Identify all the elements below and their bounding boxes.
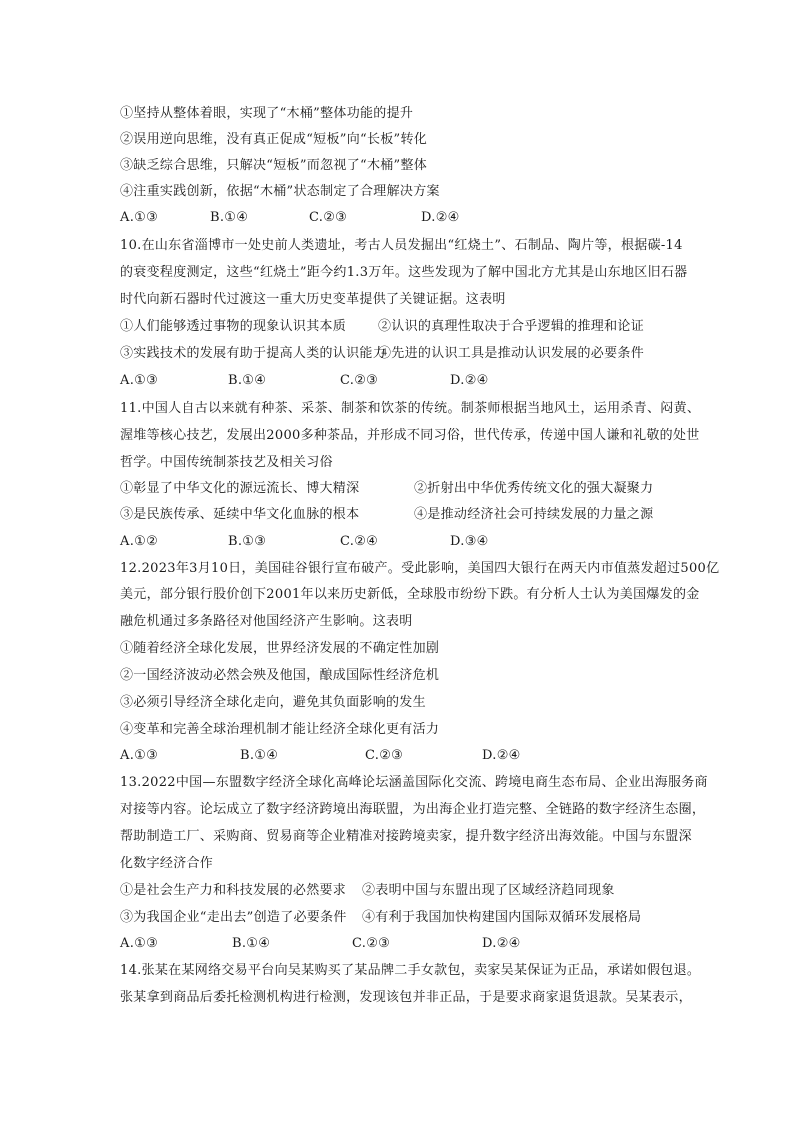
question-13-stem-line: 对接等内容。论坛成立了数字经济跨境出海联盟，为出海企业打造完整、全链路的数字经济生态圈， [120, 802, 706, 817]
statement-3: ③实践技术的发展有助于提高人类的认识能力 [120, 346, 387, 361]
statement-4: ④先进的认识工具是推动认识发展的必要条件 [378, 346, 645, 361]
statement-4: ④注重实践创新，依据“木桶”状态制定了合理解决方案 [120, 184, 440, 199]
statement-1: ①是社会生产力和科技发展的必然要求 [120, 883, 347, 898]
statement-1: ①人们能够透过事物的现象认识其本质 [120, 319, 347, 334]
statement-3: ③为我国企业“走出去”创造了必要条件 [120, 910, 347, 925]
statement-4: ④是推动经济社会可持续发展的力量之源 [414, 507, 654, 522]
statement-2: ②折射出中华优秀传统文化的强大凝聚力 [414, 481, 654, 496]
option-d: D.②④ [421, 210, 460, 225]
statement-2: ②表明中国与东盟出现了区域经济趋同现象 [362, 883, 615, 898]
question-10-stem-line: 时代向新石器时代过渡这一重大历史变革提供了关键证据。这表明 [120, 292, 506, 307]
question-14-stem-line: 14.张某在某网络交易平台向吴某购买了某品牌二手女款包，卖家吴某保证为正品，承诺如假包退。 [120, 963, 701, 978]
question-12-stem-line: 12.2023年3月10日，美国硅谷银行宣布破产。受此影响，美国四大银行在两天内市值蒸发超过500亿 [120, 561, 720, 576]
question-13-stem-line: 化数字经济合作 [120, 856, 214, 871]
statement-3: ③必须引导经济全球化走向，避免其负面影响的发生 [120, 695, 426, 710]
option-d: D.②④ [450, 373, 489, 388]
option-c: C.②③ [352, 936, 391, 951]
question-11-stem-line: 渥堆等核心技艺，发展出2000多种茶品，并形成不同习俗，世代传承，传递中国人谦和礼敬的处世 [120, 428, 700, 443]
option-a: A.①③ [120, 210, 159, 225]
question-12-stem-line: 融危机通过多条路径对他国经济产生影响。这表明 [120, 614, 413, 629]
question-11-stem-line: 11.中国人自古以来就有种茶、采茶、制茶和饮茶的传统。制茶师根据当地风土，运用杀青、闷黄、 [120, 401, 701, 416]
option-b: B.①④ [228, 373, 267, 388]
option-c: C.②④ [340, 534, 379, 549]
statement-2: ②误用逆向思维，没有真正促成“短板”向“长板”转化 [120, 132, 428, 147]
option-b: B.①③ [228, 534, 267, 549]
question-10-stem-line: 10.在山东省淄博市一处史前人类遗址，考古人员发掘出“红烧土”、石制品、陶片等，根据碳-14 [120, 238, 683, 253]
statement-4: ④有利于我国加快构建国内国际双循环发展格局 [362, 910, 642, 925]
statement-2: ②一国经济波动必然会殃及他国，酿成国际性经济危机 [120, 668, 440, 683]
statement-1: ①随着经济全球化发展，世界经济发展的不确定性加剧 [120, 641, 440, 656]
option-c: C.②③ [309, 210, 348, 225]
option-a: A.①③ [120, 936, 159, 951]
statement-2: ②认识的真理性取决于合乎逻辑的推理和论证 [378, 319, 645, 334]
option-d: D.②④ [482, 748, 521, 763]
statement-1: ①坚持从整体着眼，实现了“木桶”整体功能的提升 [120, 106, 414, 121]
option-d: D.②④ [482, 936, 521, 951]
question-13-stem-line: 帮助制造工厂、采购商、贸易商等企业精准对接跨境卖家，提升数字经济出海效能。中国与东盟深 [120, 829, 692, 844]
option-b: B.①④ [240, 748, 279, 763]
question-14-stem-line: 张某拿到商品后委托检测机构进行检测，发现该包并非正品，于是要求商家退货退款。吴某表示， [120, 990, 692, 1005]
option-d: D.③④ [450, 534, 489, 549]
question-13-stem-line: 13.2022中国—东盟数字经济全球化高峰论坛涵盖国际化交流、跨境电商生态布局、企业出海服务商 [120, 775, 708, 790]
option-b: B.①④ [210, 210, 249, 225]
question-10-stem-line: 的衰变程度测定，这些“红烧土”距今约1.3万年。这些发现为了解中国北方尤其是山东地区旧石器 [120, 265, 688, 280]
option-a: A.①② [120, 534, 159, 549]
statement-3: ③是民族传承、延续中华文化血脉的根本 [120, 507, 360, 522]
statement-3: ③缺乏综合思维，只解决“短板”而忽视了“木桶”整体 [120, 158, 428, 173]
option-a: A.①③ [120, 373, 159, 388]
question-12-stem-line: 美元，部分银行股价创下2001年以来历史新低，全球股市纷纷下跌。有分析人士认为美国爆发的金 [120, 587, 700, 602]
question-11-stem-line: 哲学。中国传统制茶技艺及相关习俗 [120, 455, 333, 470]
option-c: C.②③ [340, 373, 379, 388]
option-b: B.①④ [232, 936, 271, 951]
statement-1: ①彰显了中华文化的源远流长、博大精深 [120, 481, 360, 496]
option-a: A.①③ [120, 748, 159, 763]
option-c: C.②③ [365, 748, 404, 763]
statement-4: ④变革和完善全球治理机制才能让经济全球化更有活力 [120, 722, 440, 737]
